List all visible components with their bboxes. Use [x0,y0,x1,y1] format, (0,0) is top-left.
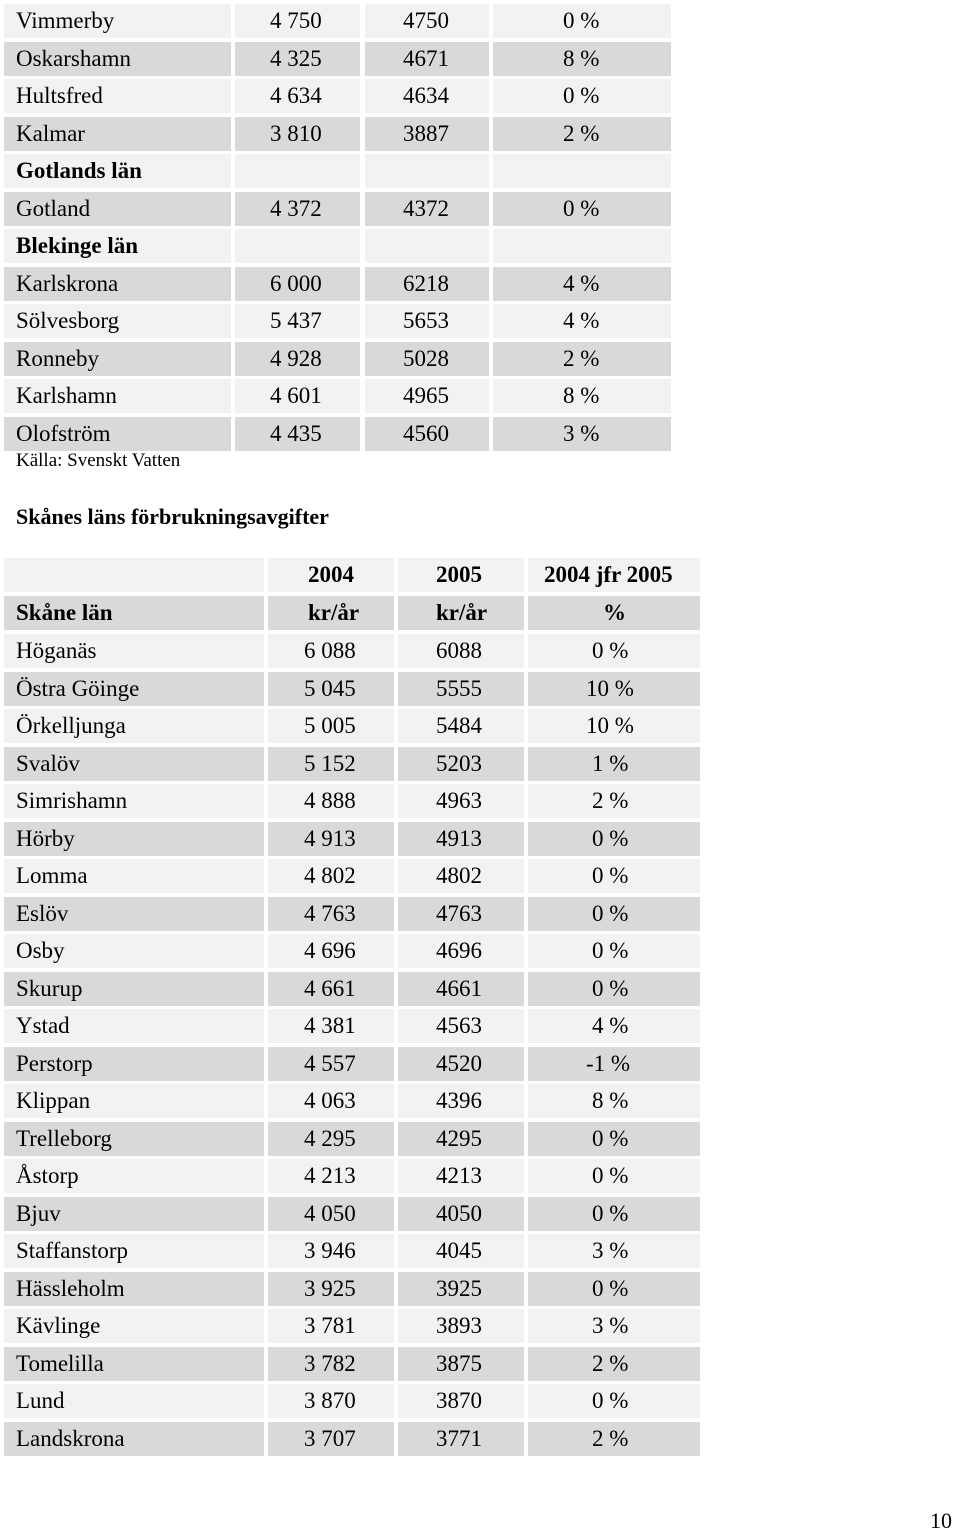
change-percent: 0 % [528,1122,700,1156]
fee-2004: 4 802 [268,859,394,893]
change-percent: 0 % [528,972,700,1006]
fee-2004: 4 325 [235,42,360,76]
change-percent: 0 % [528,822,700,856]
change-percent: 0 % [528,897,700,931]
fee-2005: 4396 [398,1084,524,1118]
fee-2004: 4 050 [268,1197,394,1231]
change-percent: -1 % [528,1047,700,1081]
column-header: kr/år [398,596,524,630]
municipality-name: Ystad [4,1009,264,1043]
fee-2005: 4295 [398,1122,524,1156]
municipality-name: Simrishamn [4,784,264,818]
municipality-name: Lomma [4,859,264,893]
change-percent: 8 % [493,379,671,413]
change-percent: 0 % [528,1272,700,1306]
fee-2005: 4560 [365,417,489,451]
municipality-name: Karlskrona [4,267,231,301]
change-percent: 2 % [493,117,671,151]
municipality-name: Sölvesborg [4,304,231,338]
column-header: 2004 jfr 2005 [528,558,700,592]
municipality-name: Gotlands län [4,154,231,188]
fee-2004: 6 088 [268,634,394,668]
column-header: kr/år [268,596,394,630]
fee-2004: 4 557 [268,1047,394,1081]
change-percent: 8 % [528,1084,700,1118]
change-percent: 2 % [528,1347,700,1381]
municipality-name: Staffanstorp [4,1234,264,1268]
fee-2004: 3 810 [235,117,360,151]
column-header [4,558,264,592]
municipality-name: Åstorp [4,1159,264,1193]
change-percent: 0 % [493,4,671,38]
fee-2005: 4661 [398,972,524,1006]
fee-2004: 4 063 [268,1084,394,1118]
change-percent: 3 % [493,417,671,451]
fee-2004: 4 634 [235,79,360,113]
fee-2004: 4 435 [235,417,360,451]
fee-2005: 4913 [398,822,524,856]
fee-2005: 4802 [398,859,524,893]
fee-2005: 6218 [365,267,489,301]
fee-2004: 5 152 [268,747,394,781]
fee-2004: 4 696 [268,934,394,968]
fee-2005: 5028 [365,342,489,376]
fee-2005: 3925 [398,1272,524,1306]
fee-2005: 4963 [398,784,524,818]
change-percent: 0 % [493,192,671,226]
municipality-name: Vimmerby [4,4,231,38]
fee-2004: 4 661 [268,972,394,1006]
fee-2004: 3 782 [268,1347,394,1381]
municipality-name: Osby [4,934,264,968]
column-header: 2005 [398,558,524,592]
fee-2004: 3 781 [268,1309,394,1343]
fee-2004: 5 045 [268,672,394,706]
municipality-name: Gotland [4,192,231,226]
fee-2005: 3875 [398,1347,524,1381]
fee-2005: 4671 [365,42,489,76]
fee-2005: 5203 [398,747,524,781]
fee-2005: 6088 [398,634,524,668]
municipality-name: Hässleholm [4,1272,264,1306]
municipality-name: Höganäs [4,634,264,668]
change-percent: 2 % [493,342,671,376]
fee-2004: 3 946 [268,1234,394,1268]
municipality-name: Lund [4,1384,264,1418]
municipality-name: Klippan [4,1084,264,1118]
column-header: Skåne län [4,596,264,630]
fee-2004: 4 213 [268,1159,394,1193]
municipality-name: Olofström [4,417,231,451]
fee-2005: 4763 [398,897,524,931]
fee-2004 [235,229,360,263]
fee-2005: 4750 [365,4,489,38]
fee-2005: 3870 [398,1384,524,1418]
fee-2005: 5653 [365,304,489,338]
fee-2004: 4 928 [235,342,360,376]
fee-2005: 4965 [365,379,489,413]
fee-2005: 3887 [365,117,489,151]
change-percent: 4 % [528,1009,700,1043]
fee-2004: 6 000 [235,267,360,301]
change-percent [493,154,671,188]
municipality-name: Kalmar [4,117,231,151]
fee-2004: 3 870 [268,1384,394,1418]
fee-2005: 4520 [398,1047,524,1081]
municipality-name: Svalöv [4,747,264,781]
change-percent [493,229,671,263]
change-percent: 10 % [528,709,700,743]
fee-2004: 4 888 [268,784,394,818]
municipality-name: Hultsfred [4,79,231,113]
municipality-name: Landskrona [4,1422,264,1456]
fee-2004: 4 601 [235,379,360,413]
municipality-name: Karlshamn [4,379,231,413]
change-percent: 3 % [528,1234,700,1268]
fee-2004: 3 707 [268,1422,394,1456]
municipality-name: Hörby [4,822,264,856]
fee-2005: 4045 [398,1234,524,1268]
column-header: 2004 [268,558,394,592]
municipality-name: Örkelljunga [4,709,264,743]
change-percent: 1 % [528,747,700,781]
column-header: % [528,596,700,630]
change-percent: 2 % [528,1422,700,1456]
change-percent: 0 % [528,934,700,968]
fee-2005: 3893 [398,1309,524,1343]
source-note: Källa: Svenskt Vatten [16,450,181,471]
municipality-name: Kävlinge [4,1309,264,1343]
page-number: 10 [930,1508,952,1533]
fee-2005: 3771 [398,1422,524,1456]
change-percent: 0 % [528,1384,700,1418]
fee-2005: 4634 [365,79,489,113]
fee-2004: 4 295 [268,1122,394,1156]
section-heading: Skånes läns förbrukningsavgifter [16,504,329,529]
change-percent: 4 % [493,304,671,338]
change-percent: 3 % [528,1309,700,1343]
change-percent: 10 % [528,672,700,706]
fee-2004: 4 381 [268,1009,394,1043]
change-percent: 0 % [528,859,700,893]
fee-2005: 5555 [398,672,524,706]
fee-2005: 5484 [398,709,524,743]
fee-2004 [235,154,360,188]
fee-2004: 4 763 [268,897,394,931]
fee-2005 [365,229,489,263]
fee-2005: 4372 [365,192,489,226]
change-percent: 0 % [528,634,700,668]
fee-2005 [365,154,489,188]
municipality-name: Trelleborg [4,1122,264,1156]
municipality-name: Blekinge län [4,229,231,263]
fee-2005: 4563 [398,1009,524,1043]
fee-2005: 4050 [398,1197,524,1231]
change-percent: 0 % [493,79,671,113]
fee-2005: 4213 [398,1159,524,1193]
change-percent: 8 % [493,42,671,76]
fee-2004: 4 913 [268,822,394,856]
municipality-name: Tomelilla [4,1347,264,1381]
fee-2004: 4 750 [235,4,360,38]
change-percent: 0 % [528,1159,700,1193]
fee-2004: 5 437 [235,304,360,338]
fee-2004: 4 372 [235,192,360,226]
change-percent: 2 % [528,784,700,818]
municipality-name: Perstorp [4,1047,264,1081]
fee-2004: 5 005 [268,709,394,743]
municipality-name: Skurup [4,972,264,1006]
fee-2005: 4696 [398,934,524,968]
change-percent: 0 % [528,1197,700,1231]
municipality-name: Östra Göinge [4,672,264,706]
change-percent: 4 % [493,267,671,301]
fee-2004: 3 925 [268,1272,394,1306]
municipality-name: Ronneby [4,342,231,376]
municipality-name: Eslöv [4,897,264,931]
municipality-name: Oskarshamn [4,42,231,76]
municipality-name: Bjuv [4,1197,264,1231]
